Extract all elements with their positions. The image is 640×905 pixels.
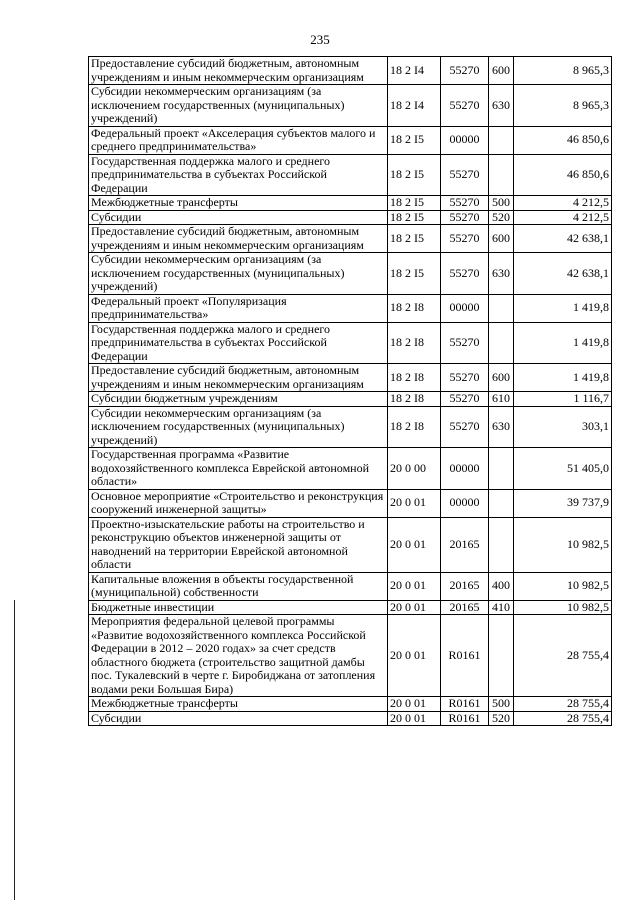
table-cell-section: 18 2 I8 — [388, 364, 441, 392]
table-cell-section: 18 2 I8 — [388, 322, 441, 364]
table-cell-sum: 1 419,8 — [514, 294, 612, 322]
table-cell-article: 00000 — [441, 126, 489, 154]
margin-line — [14, 600, 15, 900]
table-cell-name: Межбюджетные трансферты — [89, 697, 388, 712]
table-cell-sum: 42 638,1 — [514, 253, 612, 295]
table-cell-sum: 1 419,8 — [514, 322, 612, 364]
table-cell-sum: 303,1 — [514, 406, 612, 448]
table-cell-name: Государственная программа «Развитие водохозяйственного комплекса Еврейской автономной области» — [89, 448, 388, 490]
table-cell-sum: 42 638,1 — [514, 225, 612, 253]
table-cell-article: 00000 — [441, 448, 489, 490]
table-cell-vr: 400 — [489, 572, 514, 600]
table-cell-article: 55270 — [441, 253, 489, 295]
table-cell-name: Субсидии некоммерческим организациям (за исключением государственных (муниципальных) учреждений) — [89, 406, 388, 448]
table-cell-sum: 8 965,3 — [514, 85, 612, 127]
table-cell-sum: 39 737,9 — [514, 489, 612, 517]
table-cell-article: 00000 — [441, 489, 489, 517]
table-cell-name: Субсидии — [89, 711, 388, 726]
table-cell-article: 55270 — [441, 225, 489, 253]
table-cell-sum: 4 212,5 — [514, 210, 612, 225]
table-cell-vr: 600 — [489, 225, 514, 253]
table-cell-vr — [489, 489, 514, 517]
table-cell-section: 20 0 01 — [388, 615, 441, 697]
budget-table-body — [89, 57, 612, 726]
table-cell-name: Межбюджетные трансферты — [89, 196, 388, 211]
table-cell-section: 18 2 I5 — [388, 225, 441, 253]
table-cell-article: 55270 — [441, 210, 489, 225]
table-cell-sum: 46 850,6 — [514, 154, 612, 196]
table-cell-name: Бюджетные инвестиции — [89, 600, 388, 615]
table-cell-sum: 8 965,3 — [514, 57, 612, 85]
table-cell-vr: 520 — [489, 210, 514, 225]
table-cell-sum: 4 212,5 — [514, 196, 612, 211]
table-cell-name: Федеральный проект «Акселерация субъектов малого и среднего предпринимательства» — [89, 126, 388, 154]
table-cell-section: 18 2 I5 — [388, 253, 441, 295]
table-cell-article: 55270 — [441, 322, 489, 364]
table-cell-article: R0161 — [441, 711, 489, 726]
table-row — [89, 364, 612, 392]
table-row — [89, 253, 612, 295]
table-cell-name: Субсидии бюджетным учреждениям — [89, 392, 388, 407]
table-row — [89, 225, 612, 253]
table-cell-vr: 500 — [489, 196, 514, 211]
table-cell-vr: 630 — [489, 406, 514, 448]
page-number: 235 — [310, 32, 330, 47]
table-cell-vr: 600 — [489, 57, 514, 85]
table-cell-sum: 46 850,6 — [514, 126, 612, 154]
table-row — [89, 697, 612, 712]
table-cell-section: 20 0 01 — [388, 517, 441, 572]
table-cell-sum: 28 755,4 — [514, 711, 612, 726]
table-cell-name: Субсидии некоммерческим организациям (за исключением государственных (муниципальных) учреждений) — [89, 85, 388, 127]
table-cell-section: 18 2 I8 — [388, 406, 441, 448]
table-row — [89, 489, 612, 517]
table-cell-name: Предоставление субсидий бюджетным, автономным учреждениям и иным некоммерческим организациям — [89, 57, 388, 85]
table-cell-section: 20 0 01 — [388, 697, 441, 712]
table-cell-section: 20 0 01 — [388, 711, 441, 726]
table-row — [89, 517, 612, 572]
table-row — [89, 196, 612, 211]
table-cell-section: 18 2 I5 — [388, 154, 441, 196]
table-cell-vr — [489, 517, 514, 572]
table-row — [89, 572, 612, 600]
table-cell-article: 55270 — [441, 406, 489, 448]
table-cell-article: 00000 — [441, 294, 489, 322]
table-cell-vr: 520 — [489, 711, 514, 726]
table-row — [89, 85, 612, 127]
table-cell-vr: 610 — [489, 392, 514, 407]
table-cell-section: 20 0 01 — [388, 489, 441, 517]
table-cell-name: Капитальные вложения в объекты государственной (муниципальной) собственности — [89, 572, 388, 600]
table-cell-vr — [489, 154, 514, 196]
table-cell-section: 18 2 I4 — [388, 85, 441, 127]
table-cell-vr: 630 — [489, 85, 514, 127]
table-cell-sum: 1 419,8 — [514, 364, 612, 392]
table-cell-vr — [489, 294, 514, 322]
table-row — [89, 57, 612, 85]
table-cell-section: 18 2 I5 — [388, 196, 441, 211]
table-cell-sum: 28 755,4 — [514, 615, 612, 697]
table-cell-name: Предоставление субсидий бюджетным, автономным учреждениям и иным некоммерческим организациям — [89, 225, 388, 253]
table-cell-section: 18 2 I5 — [388, 210, 441, 225]
table-cell-article: R0161 — [441, 697, 489, 712]
table-cell-name: Предоставление субсидий бюджетным, автономным учреждениям и иным некоммерческим организациям — [89, 364, 388, 392]
table-row — [89, 392, 612, 407]
table-cell-vr — [489, 322, 514, 364]
table-cell-section: 18 2 I8 — [388, 392, 441, 407]
table-row — [89, 294, 612, 322]
table-cell-article: R0161 — [441, 615, 489, 697]
table-cell-vr: 600 — [489, 364, 514, 392]
table-cell-sum: 1 116,7 — [514, 392, 612, 407]
table-cell-article: 55270 — [441, 57, 489, 85]
table-cell-vr: 630 — [489, 253, 514, 295]
table-row — [89, 210, 612, 225]
table-cell-sum: 28 755,4 — [514, 697, 612, 712]
table-cell-name: Субсидии некоммерческим организациям (за исключением государственных (муниципальных) учреждений) — [89, 253, 388, 295]
table-cell-vr: 500 — [489, 697, 514, 712]
table-cell-section: 18 2 I5 — [388, 126, 441, 154]
table-cell-vr — [489, 126, 514, 154]
table-cell-name: Государственная поддержка малого и среднего предпринимательства в субъектах Российской Федерации — [89, 154, 388, 196]
table-cell-article: 20165 — [441, 517, 489, 572]
table-cell-article: 55270 — [441, 154, 489, 196]
table-cell-section: 18 2 I4 — [388, 57, 441, 85]
table-cell-vr — [489, 448, 514, 490]
table-cell-section: 20 0 00 — [388, 448, 441, 490]
table-row — [89, 322, 612, 364]
table-cell-sum: 10 982,5 — [514, 600, 612, 615]
table-row — [89, 448, 612, 490]
table-cell-sum: 10 982,5 — [514, 517, 612, 572]
table-row — [89, 126, 612, 154]
table-cell-section: 20 0 01 — [388, 600, 441, 615]
table-cell-section: 20 0 01 — [388, 572, 441, 600]
table-cell-article: 20165 — [441, 600, 489, 615]
table-cell-article: 55270 — [441, 196, 489, 211]
table-cell-article: 20165 — [441, 572, 489, 600]
budget-table — [88, 56, 612, 726]
table-row — [89, 406, 612, 448]
table-cell-name: Государственная поддержка малого и среднего предпринимательства в субъектах Российской Федерации — [89, 322, 388, 364]
table-cell-name: Мероприятия федеральной целевой программы «Развитие водохозяйственного комплекса Российской Федерации в 2012 – 2020 годах» за счет средств областного бюджета (строительство защитной дамбы пос. Тукалевский в черте г. Биробиджана от затопления водами реки Большая Бира) — [89, 615, 388, 697]
table-cell-article: 55270 — [441, 85, 489, 127]
table-cell-sum: 10 982,5 — [514, 572, 612, 600]
table-cell-article: 55270 — [441, 364, 489, 392]
table-cell-section: 18 2 I8 — [388, 294, 441, 322]
table-row — [89, 154, 612, 196]
table-row — [89, 615, 612, 697]
table-cell-name: Проектно-изыскательские работы на строительство и реконструкцию объектов инженерной защиты от наводнений на территории Еврейской автономной области — [89, 517, 388, 572]
table-cell-vr — [489, 615, 514, 697]
table-row — [89, 600, 612, 615]
table-cell-article: 55270 — [441, 392, 489, 407]
table-cell-sum: 51 405,0 — [514, 448, 612, 490]
table-cell-vr: 410 — [489, 600, 514, 615]
table-cell-name: Основное мероприятие «Строительство и реконструкция сооружений инженерной защиты» — [89, 489, 388, 517]
table-cell-name: Федеральный проект «Популяризация предпринимательства» — [89, 294, 388, 322]
table-row — [89, 711, 612, 726]
table-cell-name: Субсидии — [89, 210, 388, 225]
